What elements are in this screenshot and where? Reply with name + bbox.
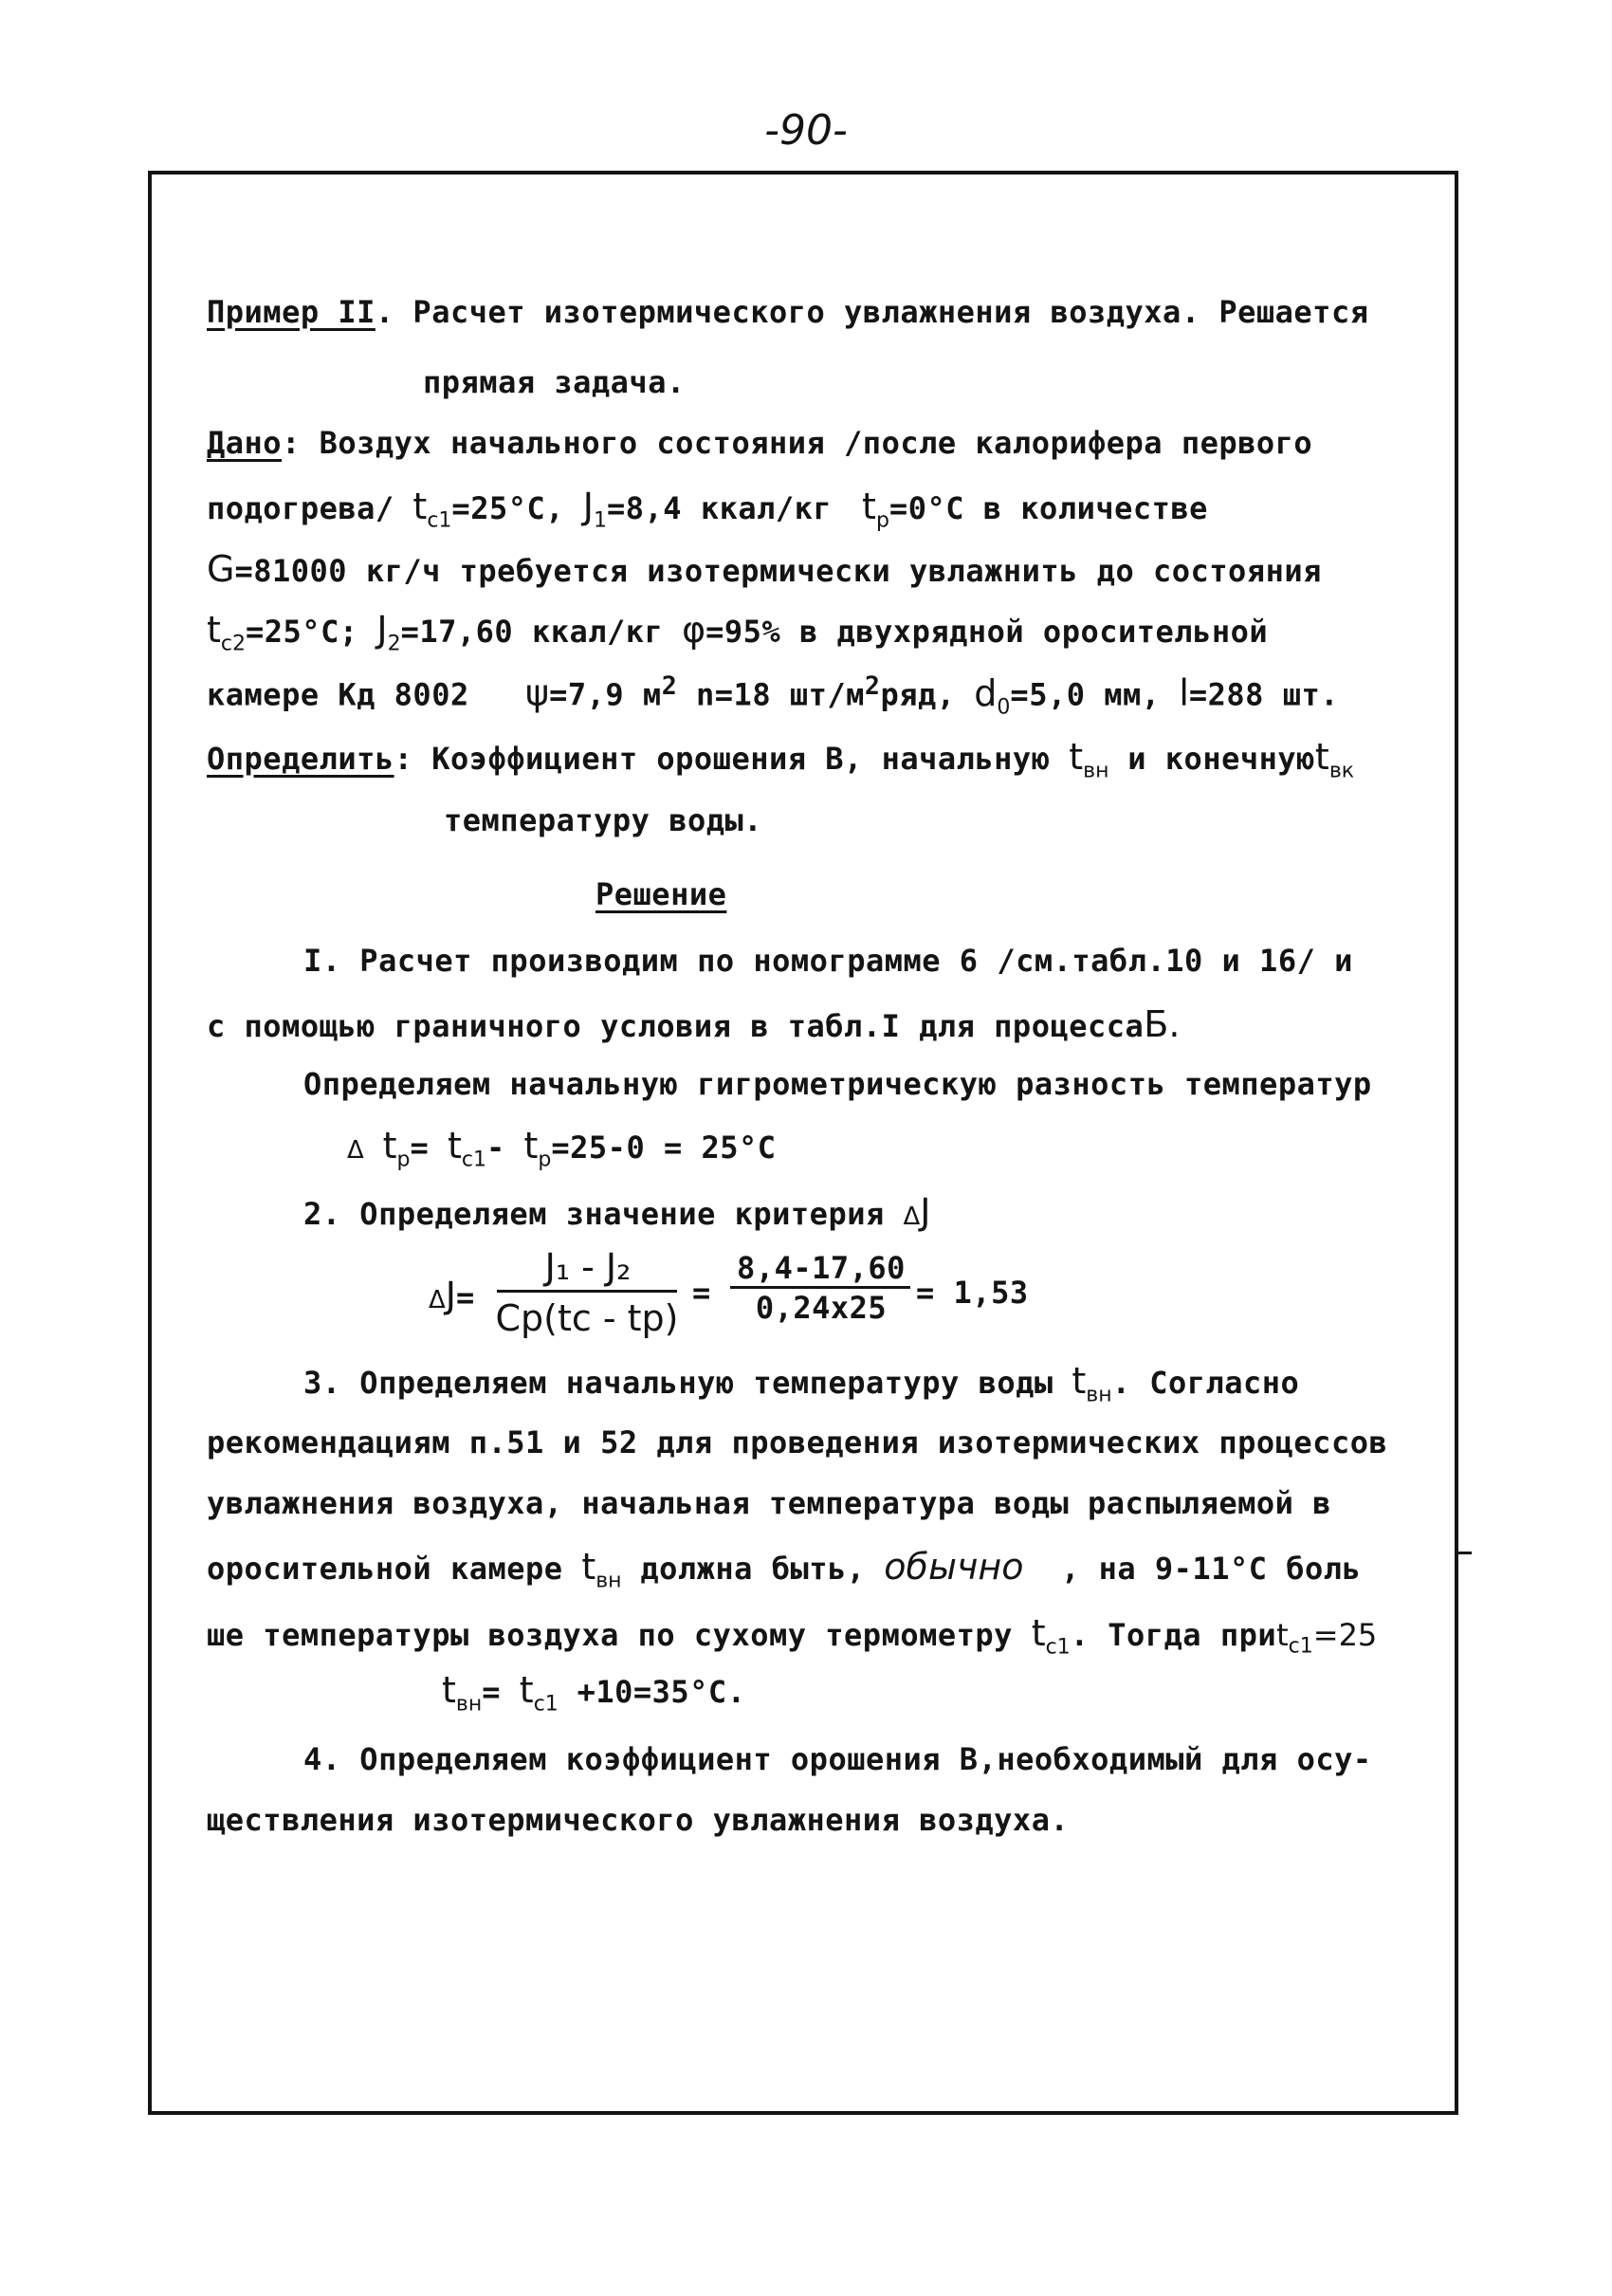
example-title-line1: Пример II. Расчет изотермического увлажнения воздуха. Решается [207,294,1369,330]
example-title-line2: прямая задача. [423,364,686,400]
hyphen-mark [1458,1552,1472,1554]
determine-line1: Определить: Коэффициент орошения В, начальную $t_{вн}$ и конечнуюt$_{вк}$ [207,736,1355,783]
step3-line3: увлажнения воздуха, начальная температура воды распыляемой в [207,1485,1331,1521]
given-line4: $t_{c2}=25^\circ С$; $J_2=17,60$ ккал/кг φ=95% в двухрядной оросительной [207,609,1269,656]
given-line2: подогрева/ $t_{c1}=25^\circ С$, $J_1=8,4$ ккал/кг $t_p=0^\circ С$ в количестве [207,486,1208,533]
step1-formula: Δ $t_p= t_{c1}-$ $t_p=25-0 = 25^\circ С$ [347,1125,777,1172]
page-number: -90- [764,106,848,155]
fraction-right-bar [730,1286,910,1289]
given-line1: Дано: Воздух начального состояния /после калорифера первого [207,425,1313,461]
step3-line4: оросительной камере $t_{вн}$ должна быть, обычно , на 9-11°С боль [207,1546,1362,1593]
step2-eq2: = [692,1275,711,1311]
step3-line5: ше температуры воздуха по сухому термометру $t_{c1}$. Тогда приt$_{c1}$=25 [207,1612,1378,1660]
given-line3: G=81000 кг/ч требуется изотермически увлажнить до состояния [207,548,1322,590]
determine-line2: температуру воды. [444,802,763,838]
fraction-left-bar [497,1290,677,1293]
step4-line1: 4. Определяем коэффициент орошения В,необходимый для осу- [303,1741,1372,1777]
given-label: Дано [207,425,283,461]
step2-result: = 1,53 [916,1275,1029,1311]
fraction-right-numerator: 8,4-17,60 [737,1250,906,1286]
fraction-left-numerator: J₁ - J₂ [544,1246,632,1288]
step1-line1: I. Расчет производим по номограмме 6 /см.табл.10 и 16/ и [303,943,1353,979]
example-label: Пример II [207,294,376,330]
step4-line2: ществления изотермического увлажнения воздуха. [207,1802,1070,1838]
step1-line3: Определяем начальную гигрометрическую разность температур [303,1066,1372,1102]
solution-heading: Решение [595,876,727,912]
fraction-left-denominator: Cp(tc - tp) [495,1297,679,1339]
step3-line1: 3. Определяем начальную температуру воды $t_{вн}$. Согласно [303,1360,1300,1407]
step2-line1: 2. Определяем значение критерия ΔJ [303,1191,931,1233]
step3-formula: $t_{вн}= t_{c1} +10=35^\circ С$. [442,1669,746,1717]
determine-label: Определить [207,741,394,777]
step2-formula-left: ΔJ= [429,1275,475,1316]
step3-line2: рекомендациям п.51 и 52 для проведения изотермических процессов [207,1424,1388,1460]
given-line5: камере Кд 8002 ψ=7,9 $м^2$ n=18 $шт/м^2ряд$, $d_0=5,0$ мм, l=288 шт. [207,671,1339,720]
step1-line2: с помощью граничного условия в табл.I для процессаБ. [207,1003,1181,1045]
fraction-right-denominator: 0,24x25 [755,1290,888,1326]
